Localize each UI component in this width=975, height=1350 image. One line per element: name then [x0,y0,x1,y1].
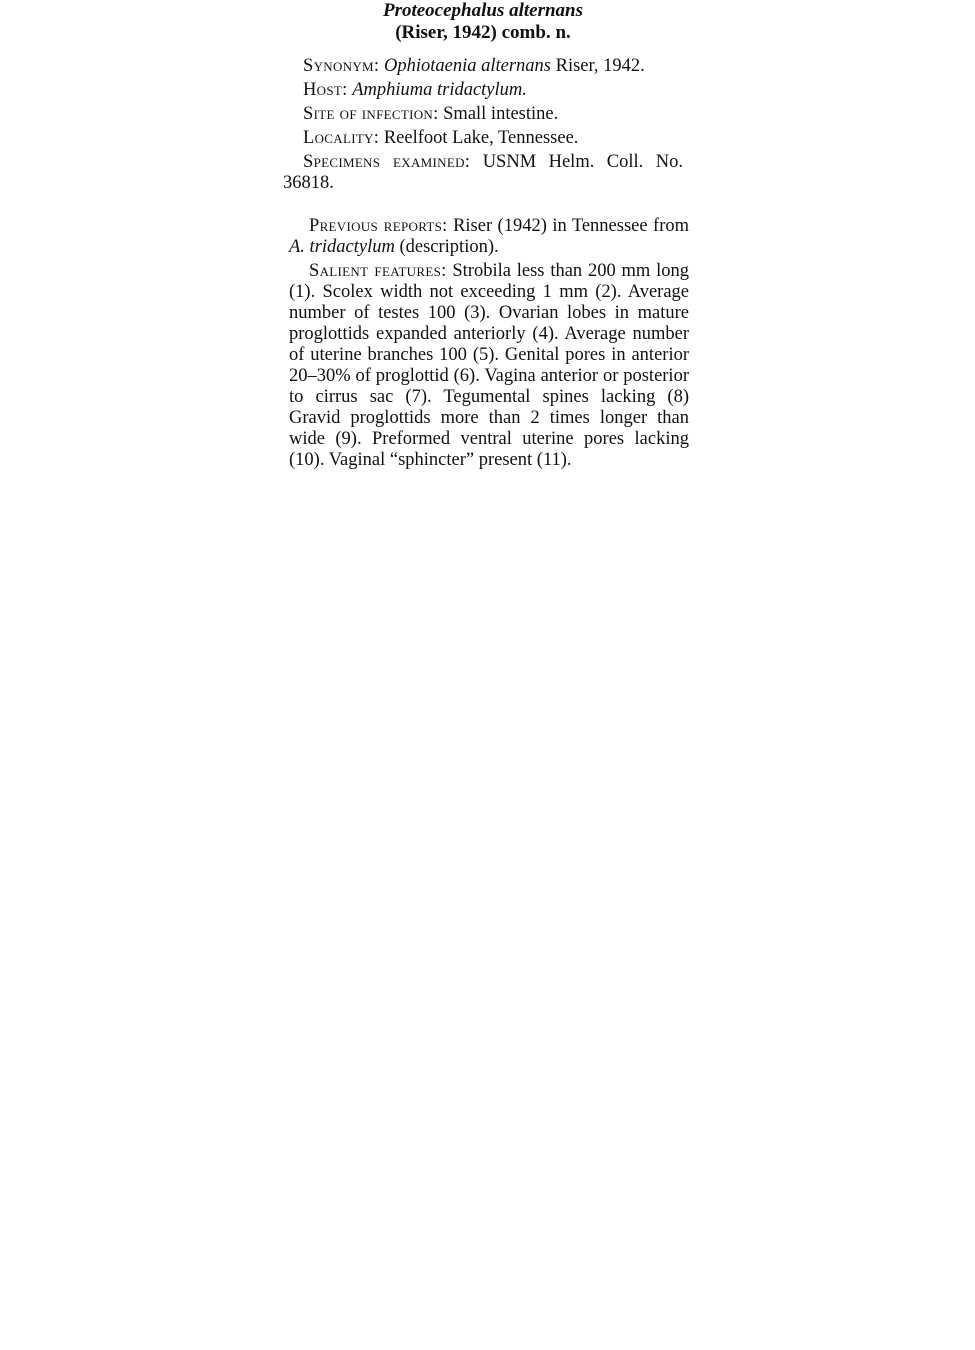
synonym-authority: Riser, 1942. [550,56,645,76]
species-name: Proteocephalus alternans [382,0,584,21]
salient-features-paragraph [289,261,689,471]
locality-paragraph [283,128,683,149]
host-label: Host: [303,80,348,100]
specimens-label: Specimens examined: [303,152,471,172]
species-heading [283,0,683,44]
synonym-label: Synonym: [303,56,380,76]
salient-features-text: Strobila less than 200 mm long (1). Scolex width not exceeding 1 mm (2). Average number of testes 100 (3). Ovarian lobes in mature proglottids expanded anteriorly (4). Average number of uterine branches 100 (5). Genital pores in anterior 20–30% of proglottid (6). Vagina anterior or posterior to cirrus sac (7). Tegumental spines lacking (8) Gravid proglottids more than 2 times longer than wide (9). Preformed ventral uterine pores lacking (10). Vaginal “sphincter” present (11). [289,261,690,470]
synonym-paragraph [283,56,683,77]
previous-reports-paragraph [289,216,689,258]
host-name: Amphiuma tridactylum. [352,80,527,100]
host-paragraph [283,80,683,101]
upper-text-block [283,56,683,197]
locality-value: Reelfoot Lake, Tennessee. [383,128,579,148]
previous-reports-note: (description). [394,237,499,257]
site-paragraph [283,104,683,125]
salient-features-label: Salient features: [309,261,447,281]
specimens-value: USNM Helm. Coll. No. 36818. [283,152,683,193]
specimens-paragraph [283,152,683,194]
previous-reports-label: Previous reports: [309,216,448,236]
previous-reports-text: Riser (1942) in Tennessee from [453,216,689,236]
species-authority: (Riser, 1942) comb. n. [395,22,571,43]
lower-text-block [289,216,689,474]
previous-reports-host: A. tridactylum [289,237,395,257]
synonym-name: Ophiotaenia alternans [383,56,551,76]
site-label: Site of infection: [303,104,439,124]
locality-label: Locality: [303,128,380,148]
site-value: Small intestine. [443,104,559,124]
